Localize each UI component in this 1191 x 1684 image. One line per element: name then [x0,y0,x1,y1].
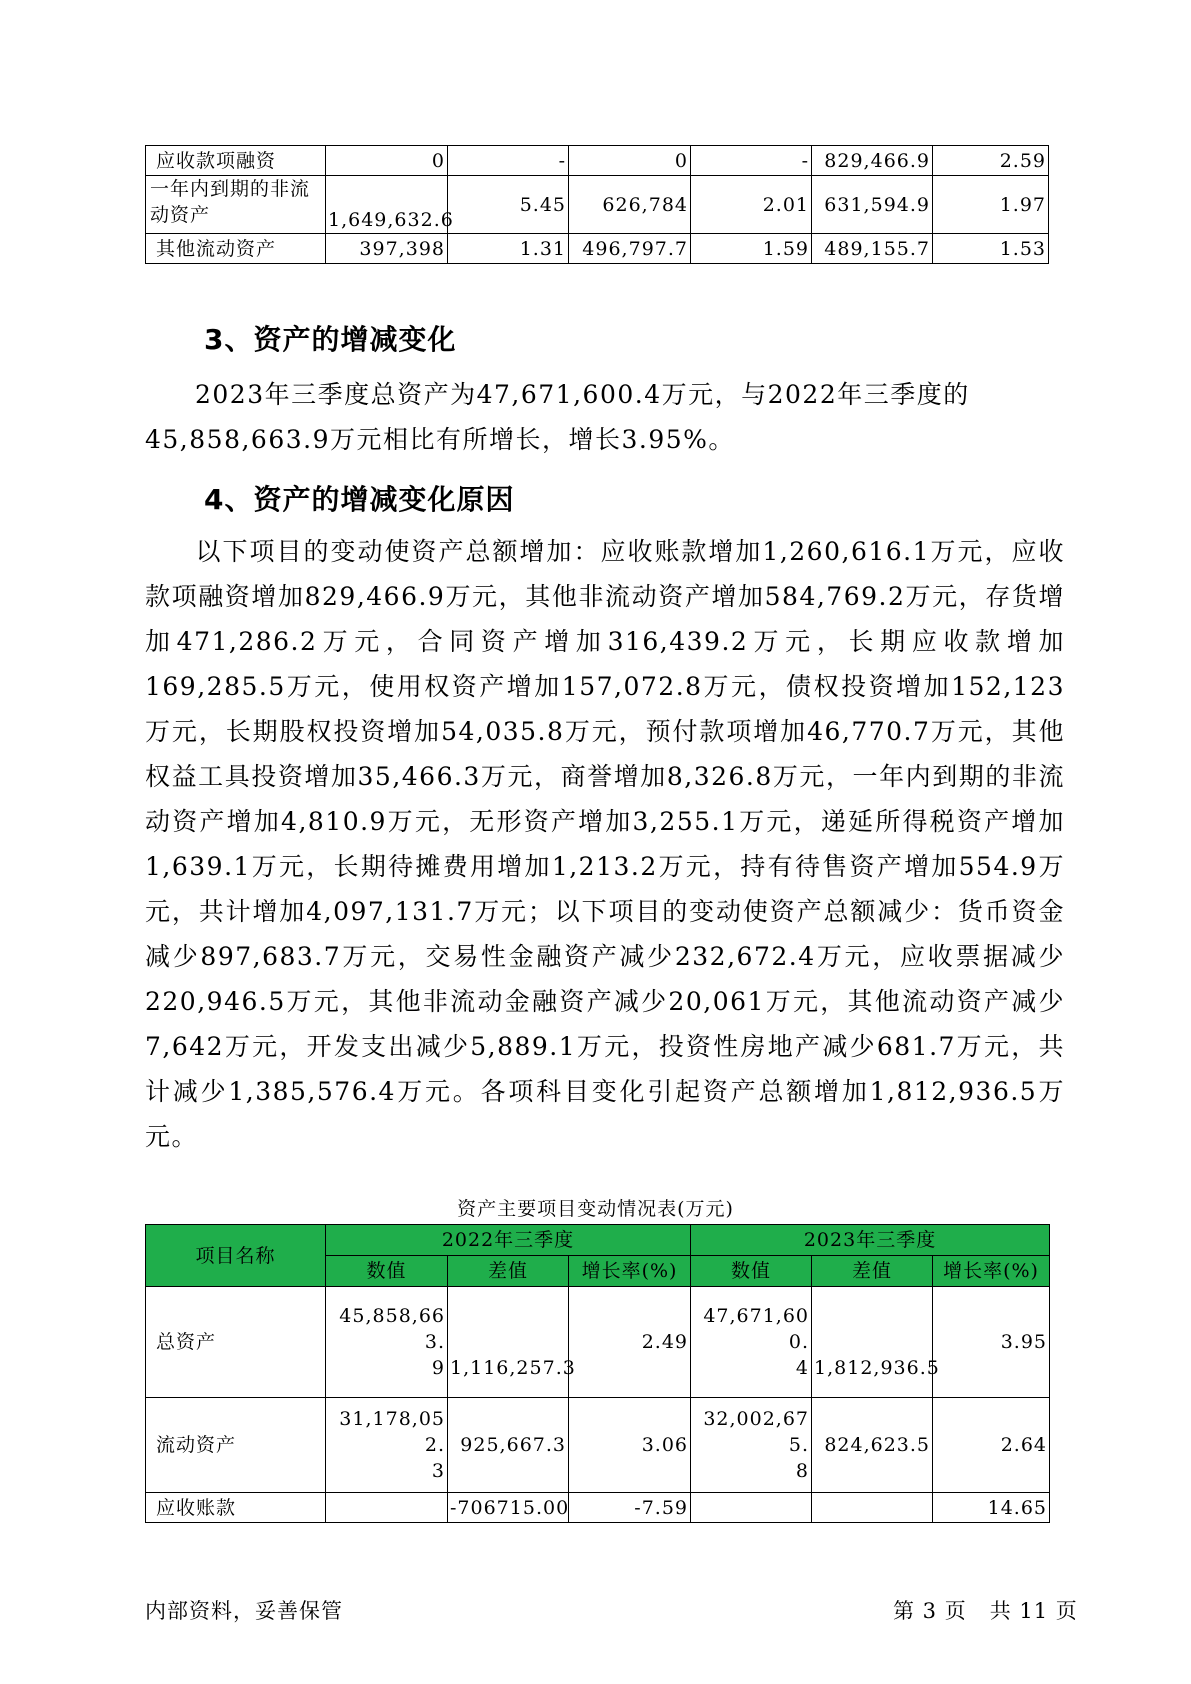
header-period-2022: 2022年三季度 [326,1225,691,1256]
header-value: 数值 [691,1256,812,1287]
section-3-text: 2023年三季度总资产为47,671,600.4万元，与2022年三季度的45,858,663.9万元相比有所增长，增长3.95%。 [145,380,970,454]
cell-rate: 1.31 [448,234,569,264]
asset-change-table [145,1224,1050,1523]
top-continuation-table [145,145,1049,264]
value-part: 45,858,663. [339,1305,445,1353]
cell-value: 0 [326,146,448,176]
value-part: 31,178,052. [339,1408,445,1456]
value-part: 32,002,675. [703,1408,810,1456]
row-label: 应收款项融资 [146,146,326,176]
cell-diff: 1,812,936.5 [812,1287,933,1398]
cell-diff [812,1493,933,1523]
table-caption: 资产主要项目变动情况表(万元) [457,1198,734,1220]
cell-value: 496,797.7 [569,234,691,264]
cell-value: 0 [569,146,691,176]
cell-value: 397,398 [326,234,448,264]
header-value: 数值 [326,1256,448,1287]
section-4-paragraph [145,529,1065,1159]
cell-value [326,1493,448,1523]
value-part: 8 [795,1460,810,1482]
table-row [146,1287,1050,1398]
cell-value: 489,155.7 [812,234,933,264]
cell-value: 829,466.9 [812,146,933,176]
value-part: 4 [795,1357,810,1379]
cell-rate: - [448,146,569,176]
cell-rate: 2.49 [569,1287,691,1398]
cell-rate: 14.65 [933,1493,1050,1523]
value-part: 47,671,600. [703,1305,810,1353]
header-diff: 差值 [448,1256,569,1287]
value-part: 9 [431,1357,445,1379]
section-3-paragraph [145,372,1065,462]
cell-rate: 2.59 [933,146,1049,176]
cell-rate: 3.95 [933,1287,1050,1398]
cell-rate: -7.59 [569,1493,691,1523]
header-diff: 差值 [812,1256,933,1287]
cell-diff: -706715.00 [448,1493,569,1523]
table-row [146,1398,1050,1493]
section-heading-3: 3、资产的增减变化 [204,323,457,356]
cell-rate: 1.59 [691,234,812,264]
table-row [146,176,1049,234]
cell-rate: 3.06 [569,1398,691,1493]
cell-value [691,1287,812,1398]
row-label: 总资产 [146,1287,326,1398]
cell-value [691,1398,812,1493]
table-row [146,146,1049,176]
cell-rate: 1.97 [933,176,1049,234]
cell-rate: 2.01 [691,176,812,234]
cell-diff: 925,667.3 [448,1398,569,1493]
value-part: 3 [431,1460,445,1482]
table-header-row [146,1225,1050,1256]
cell-value [326,1398,448,1493]
cell-rate: 5.45 [448,176,569,234]
footer-confidential-note: 内部资料，妥善保管 [145,1599,343,1623]
header-period-2023: 2023年三季度 [691,1225,1050,1256]
table-row [146,234,1049,264]
cell-value: 631,594.9 [812,176,933,234]
table-row [146,1493,1050,1523]
row-label: 应收账款 [146,1493,326,1523]
cell-value: 626,784 [569,176,691,234]
cell-value [691,1493,812,1523]
cell-rate: - [691,146,812,176]
header-rate: 增长率(%) [569,1256,691,1287]
header-item-name: 项目名称 [146,1225,326,1287]
section-heading-4: 4、资产的增减变化原因 [204,483,515,516]
footer-page-number: 第 3 页 共 11 页 [893,1599,1078,1623]
row-label: 一年内到期的非流动资产 [146,176,326,234]
cell-rate: 2.64 [933,1398,1050,1493]
row-label: 流动资产 [146,1398,326,1493]
row-label: 其他流动资产 [146,234,326,264]
header-rate: 增长率(%) [933,1256,1050,1287]
cell-value [326,1287,448,1398]
cell-rate: 1.53 [933,234,1049,264]
section-4-text: 以下项目的变动使资产总额增加：应收账款增加1,260,616.1万元，应收款项融资增加829,466.9万元，其他非流动资产增加584,769.2万元，存货增加471,286.2万元，合同资产增加316,439.2万元，长期应收款增加169,285.5万元，使用权资产增加157,072.8万元，债权投资增加152,123万元，长期股权投资增加54,035.8万元，预付款项增加46,770.7万元，其他权益工具投资增加35,466.3万元，商誉增加8,326.8万元，一年内到期的非流动资产增加4,810.9万元，无形资产增加3,255.1万元，递延所得税资产增加1,639.1万元，长期待摊费用增加1,213.2万元，持有待售资产增加554.9万元，共计增加4,097,131.7万元；以下项目的变动使资产总额减少：货币资金减少897,683.7万元，交易性金融资产减少232,672.4万元，应收票据减少220,946.5万元，其他非流动金融资产减少20,061万元，其他流动资产减少7,642万元，开发支出减少5,889.1万元，投资性房地产减少681.7万元，共计减少1,385,576.4万元。各项科目变化引起资产总额增加1,812,936.5万元。 [145,537,1065,1151]
cell-diff: 824,623.5 [812,1398,933,1493]
cell-diff: 1,116,257.3 [448,1287,569,1398]
cell-value: 1,649,632.6 [326,176,448,234]
